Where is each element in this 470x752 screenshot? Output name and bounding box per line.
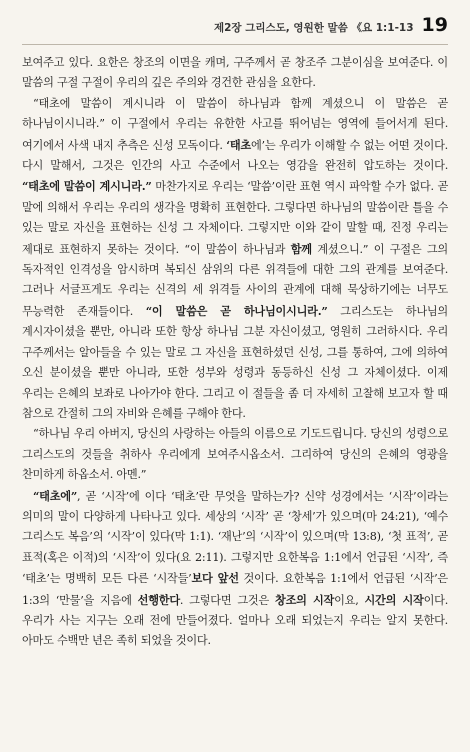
emphasis: ‘태초 <box>226 137 251 152</box>
emphasis: 함께 <box>290 241 312 256</box>
page-number: 19 <box>421 14 448 36</box>
text-run: 이요, <box>334 593 365 607</box>
emphasis: “이 말씀은 곧 하나님이시니라.” <box>145 303 328 318</box>
emphasis: 창조의 시작 <box>275 592 335 607</box>
text-run: 이 구절에서 우리는 유한한 사고를 뛰어넘는 영역에 들어서게 된다. 여기에서 사색 내지 추측은 신성 모독이다. <box>22 117 448 152</box>
text-run: , 곧 ‘시작’에 이다 ‘태초’란 무엇을 말하는가? 신약 성경에서는 ‘시작’이라는 의미의 말이 다양하게 나타나고 있다. 세상의 ‘시작’ 곧 ‘창세’가 있으며(마 24:21), ‘예수 그리스도 복음’의 ‘시작’이 있다(막 1:1). ‘재난’의 ‘시작’이 있으며(막 13:8), ‘첫 표적’, 곧 표적(혹은 이적)의 ‘시작’이 있다(요 2:11). 그렇지만 요한복음 1:1에서 언급된 ‘시작’, 즉 ‘태초’는 명백히 모든 다른 ‘시작들’ <box>22 489 448 586</box>
emphasis: 선행한다 <box>137 592 180 607</box>
text-run: “하나님 우리 아버지, 당신의 사랑하는 아들의 이름으로 기도드립니다. 당신의 성령으로 그리스도의 것들을 취하사 우리에게 보여주시옵소서. 그리하여 당신의 은혜의 영광을 찬미하게 하옵소서. 아멘.” <box>22 427 448 482</box>
text-run: “태초에 말씀이 계시니라 이 말씀이 하나님과 함께 계셨으니 이 말씀은 곧 하나님이시니라.” <box>22 96 448 131</box>
paragraph-1 <box>22 53 448 94</box>
text-run: 것이다. 요한복음 1:1에서 언급된 ‘시작’은 1:3의 ‘만물’을 지음에 <box>22 572 448 607</box>
text-run: 에’는 우리가 이해할 수 없는 어떤 것이다. 다시 말해서, 그것은 인간의 사고 수준에서 나오는 영감을 완전히 압도하는 것이다. <box>22 138 448 173</box>
emphasis: “태초에 말씀이 계시니라.” <box>22 179 152 194</box>
emphasis: 시간의 시작 <box>364 592 424 607</box>
emphasis: “태초에” <box>33 488 78 503</box>
text-run: 그리스도는 하나님의 계시자이셨을 뿐만, 아니라 또한 항상 하나님 그분 자신이셨고, 영원히 그러하시다. 우리 구주께서는 알아들을 수 있는 말로 그 자신을 표현하셨던 신성, 그를 통하여, 그에 의하여 오신 분이셨을 뿐만 아니라, 또한 성부와 성령과 동등하신 신성 그 자체이셨다. 이제 우리는 은혜의 보좌로 나아가야 한다. 그리고 이 절들을 좀 더 자세히 고찰해 보고자 할 때 참으로 간절히 그의 자비와 은혜를 구해야 한다. <box>22 304 448 420</box>
text-run: 마찬가지로 우리는 ‘말씀’이란 표현 역시 파악할 수가 없다. 곧 말에 의해서 우리는 우리의 생각을 명확히 표현한다. 그렇다면 하나님의 말씀이란 틀을 수 있는 말로 자신을 표현하는 신성 그 자체이다. 그렇지만 이와 같이 말할 때, 진정 우리는 제대로 표현하지 못하는 것이다. “이 말씀이 하나님과 <box>22 180 448 256</box>
page-header <box>22 14 448 45</box>
paragraph-4 <box>22 486 448 652</box>
body-text <box>22 53 448 652</box>
text-run: 보여주고 있다. 요한은 창조의 이면을 캐며, 구주께서 곧 창조주 그분이심을 보여준다. 이 말씀의 구절 구절이 우리의 깊은 주의와 경건한 관심을 요한다. <box>22 56 448 90</box>
paragraph-2 <box>22 94 448 425</box>
emphasis: 보다 앞선 <box>191 571 239 586</box>
running-head: 제2장 그리스도, 영원한 말씀 《요 1:1-13 <box>213 22 414 34</box>
paragraph-3-prayer <box>22 424 448 485</box>
text-run: . 그렇다면 그것은 <box>179 593 276 607</box>
text-run: 이다. 우리가 사는 지구는 오래 전에 만들어졌다. 얼마나 오래 되었는지 우리는 알지 못한다. 아마도 수백만 년은 족히 되었을 것이다. <box>22 593 449 648</box>
text-run: 계셨으니.” 이 구절은 그의 독자적인 인격성을 암시하며 복되신 삼위의 다른 위격들에 대한 그의 관계를 보여준다. 그러나 서글프게도 우리는 신격의 세 위격들 사이의 관계에 대해 묵상하기에는 너무도 무능력한 존재들이다. <box>22 242 448 318</box>
